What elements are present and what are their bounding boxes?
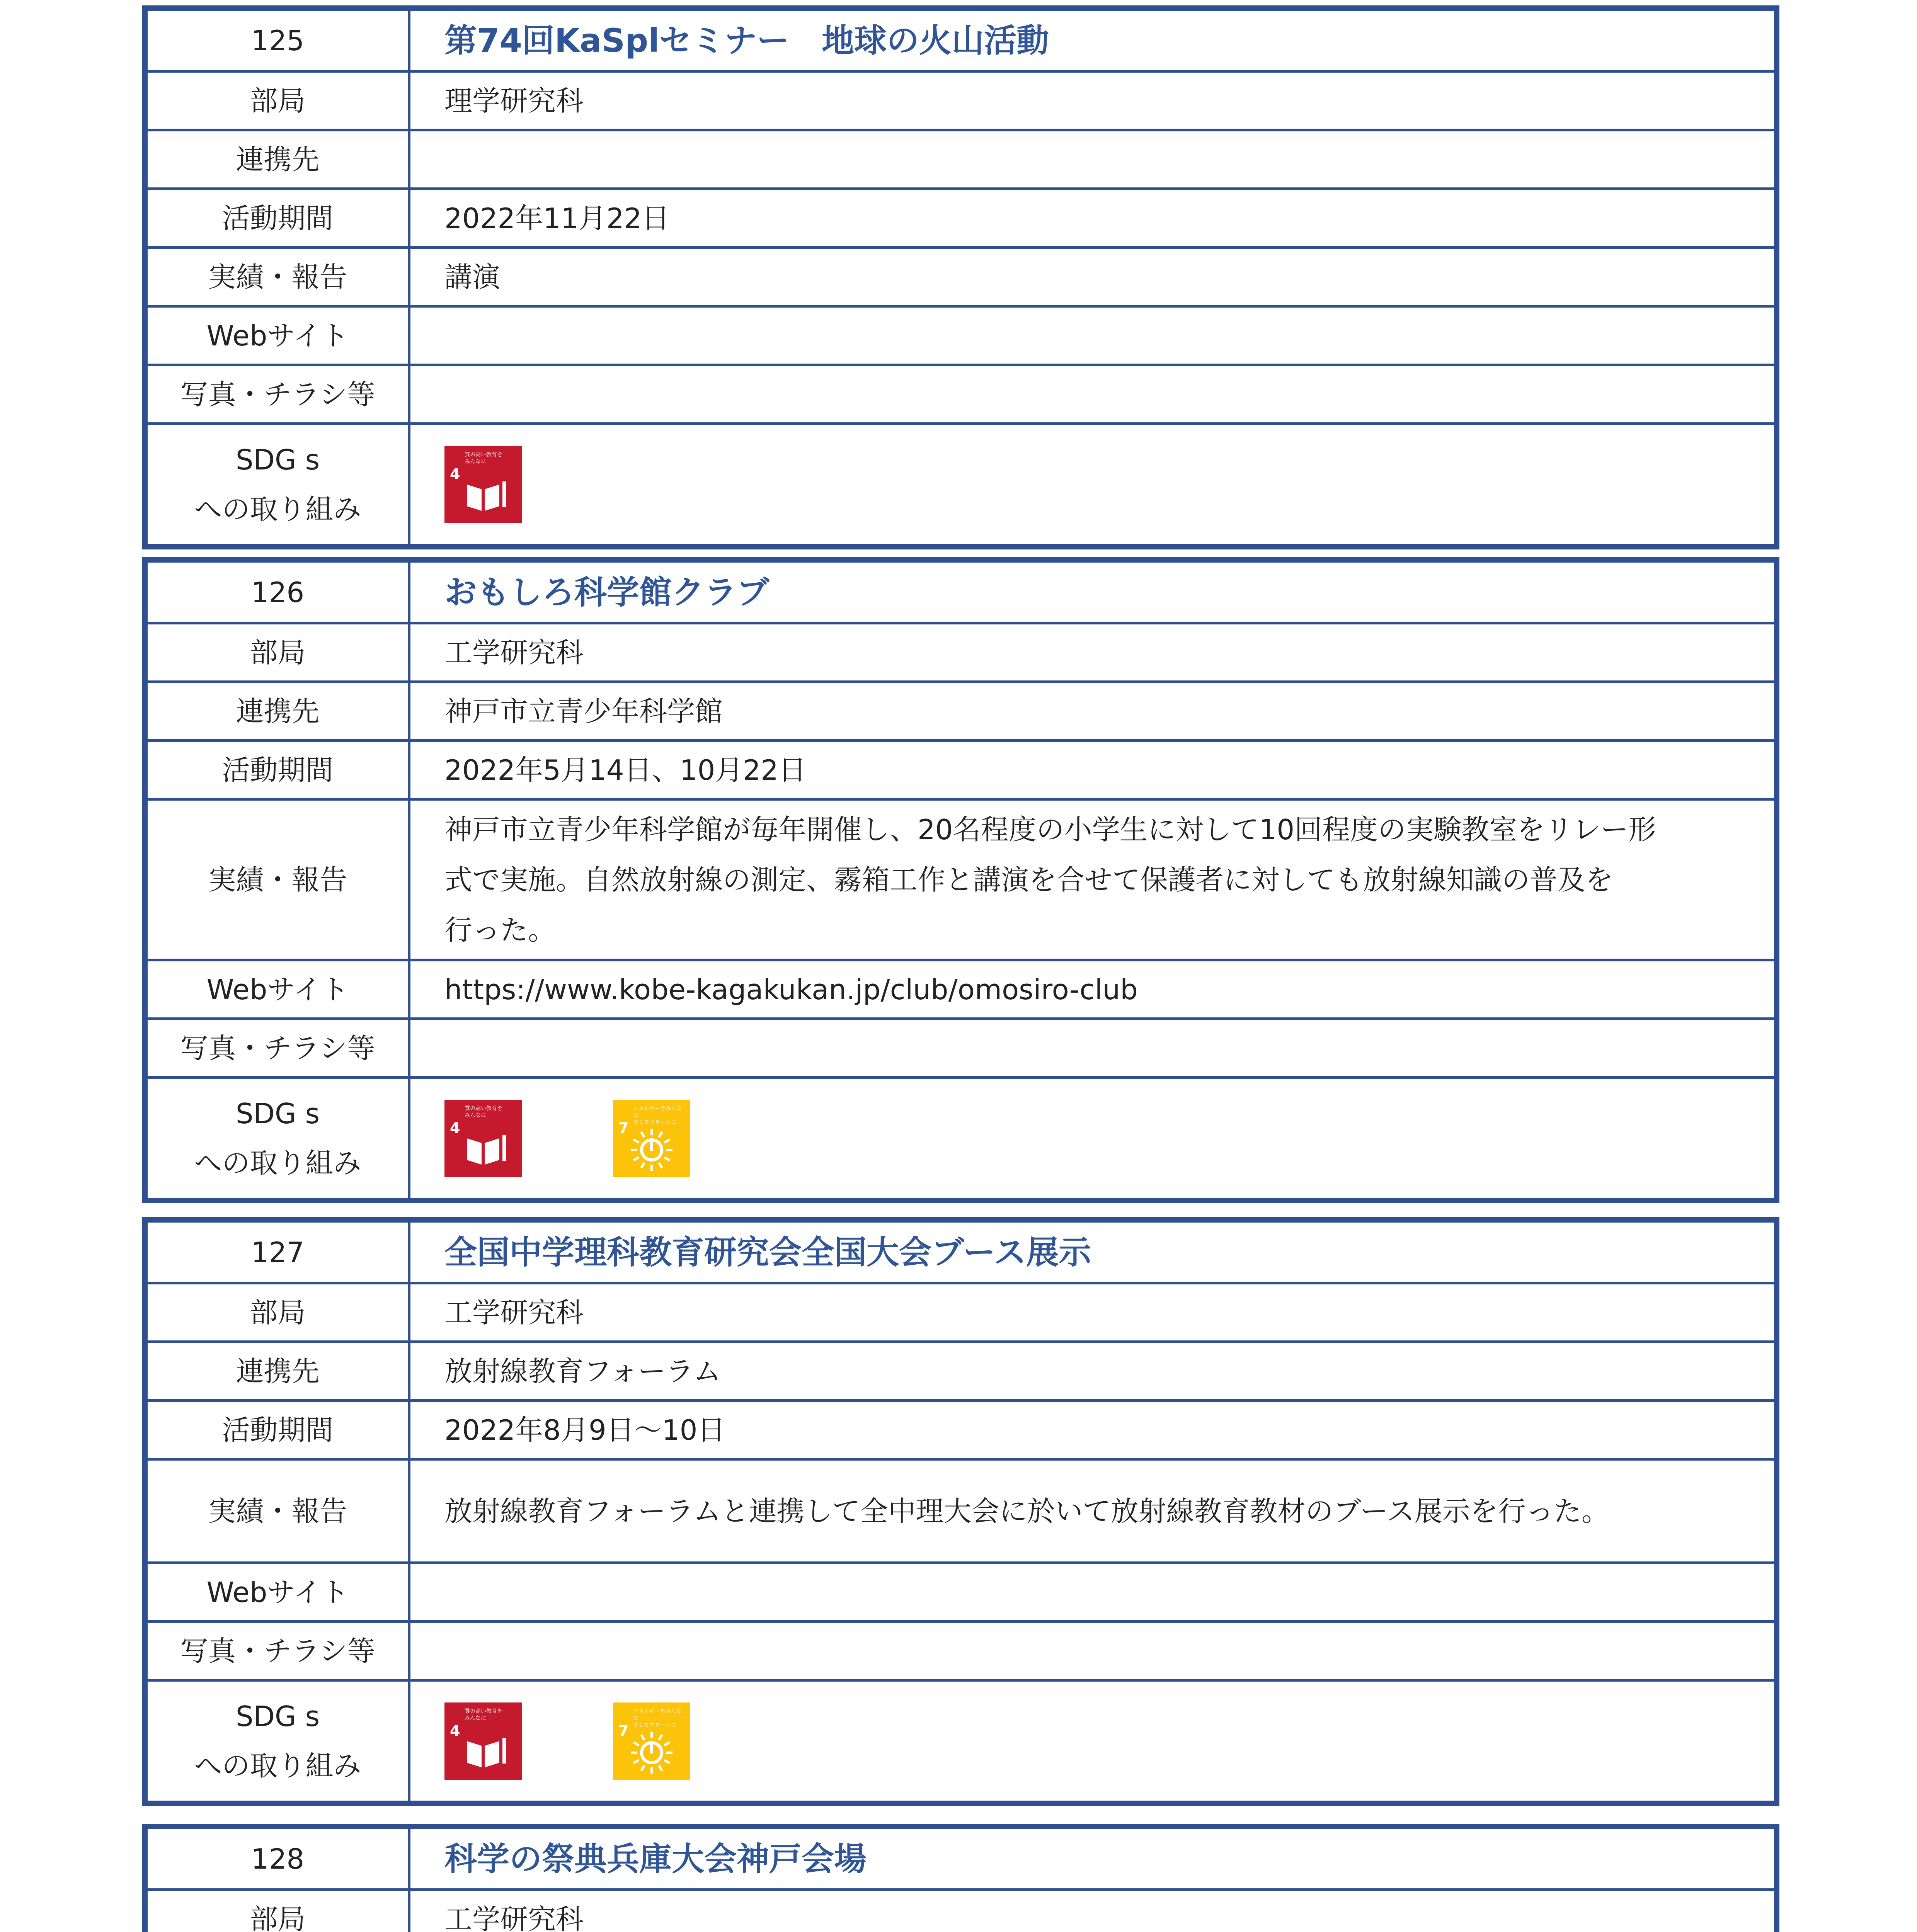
label-department: 部局 xyxy=(148,1284,410,1340)
sdg-icon-list xyxy=(444,446,522,523)
label-sdgs-line1: SDG s xyxy=(235,1700,320,1733)
record-number: 125 xyxy=(148,11,410,70)
table-row xyxy=(148,1829,1774,1891)
label-photos: 写真・チラシ等 xyxy=(148,1623,410,1679)
record-title: おもしろ科学館クラブ xyxy=(444,573,770,611)
table-row xyxy=(148,801,1774,961)
record-number: 126 xyxy=(148,563,410,622)
table-row xyxy=(148,1020,1774,1079)
sdg-caption: 質の高い教育を みんなに xyxy=(465,1708,502,1721)
label-period: 活動期間 xyxy=(148,190,410,246)
report-value xyxy=(410,801,1774,959)
partner-value xyxy=(410,131,1774,187)
website-link xyxy=(410,308,1774,364)
sdgs-value xyxy=(410,425,1774,544)
label-photos: 写真・チラシ等 xyxy=(148,366,410,422)
label-report: 実績・報告 xyxy=(148,249,410,305)
label-sdgs-line2: への取り組み xyxy=(194,1750,361,1782)
label-sdgs xyxy=(148,1682,410,1801)
table-row xyxy=(148,961,1774,1020)
website-link[interactable]: https://www.kobe-kagakukan.jp/club/omosiro-club xyxy=(444,973,1138,1006)
record-number: 127 xyxy=(148,1223,410,1282)
label-report: 実績・報告 xyxy=(148,801,410,959)
photos-value xyxy=(410,1623,1774,1679)
period-value: 2022年8月9日～10日 xyxy=(444,1413,725,1446)
sdg-icon-list xyxy=(444,1702,690,1780)
label-department: 部局 xyxy=(148,624,410,680)
table-row xyxy=(148,1223,1774,1284)
table-row xyxy=(148,1682,1774,1801)
sdg-number: 4 xyxy=(450,1119,460,1136)
table-row xyxy=(148,73,1774,131)
table-row xyxy=(148,742,1774,801)
label-sdgs xyxy=(148,425,410,544)
partner-value: 放射線教育フォーラム xyxy=(444,1355,721,1388)
record-title: 第74回KaSplセミナー 地球の火山活動 xyxy=(444,21,1049,60)
label-sdgs-line1: SDG s xyxy=(235,1097,320,1130)
sdg-caption: 質の高い教育を みんなに xyxy=(465,1105,502,1119)
label-department: 部局 xyxy=(148,1891,410,1932)
sdg-caption: エネルギーをみんなに そしてクリーンに xyxy=(633,1708,682,1728)
table-row xyxy=(148,1343,1774,1402)
sdg-number: 7 xyxy=(618,1722,629,1739)
table-row xyxy=(148,249,1774,308)
activity-record xyxy=(142,1217,1779,1806)
sdg-caption: エネルギーをみんなに そしてクリーンに xyxy=(633,1105,682,1126)
label-report: 実績・報告 xyxy=(148,1461,410,1561)
period-value: 2022年5月14日、10月22日 xyxy=(444,753,806,786)
label-photos: 写真・チラシ等 xyxy=(148,1020,410,1076)
report-value xyxy=(410,1461,1774,1561)
department-value: 工学研究科 xyxy=(444,1903,584,1932)
report-line: 放射線教育フォーラムと連携して全中理大会に於いて放射線教育教材のブース展示を行った。 xyxy=(444,1495,1609,1527)
label-partner: 連携先 xyxy=(148,1343,410,1399)
table-row xyxy=(148,308,1774,366)
label-department: 部局 xyxy=(148,73,410,129)
table-row xyxy=(148,1891,1774,1932)
table-row xyxy=(148,11,1774,73)
label-period: 活動期間 xyxy=(148,742,410,798)
sdg-goal4-icon xyxy=(444,1702,522,1780)
table-row xyxy=(148,624,1774,683)
label-website: Webサイト xyxy=(148,308,410,364)
table-row xyxy=(148,1284,1774,1343)
label-period: 活動期間 xyxy=(148,1402,410,1458)
table-row xyxy=(148,1623,1774,1682)
photos-value xyxy=(410,1020,1774,1076)
table-row xyxy=(148,1461,1774,1564)
label-partner: 連携先 xyxy=(148,131,410,187)
activity-record xyxy=(142,5,1779,549)
sdg-goal4-icon xyxy=(444,1100,522,1177)
partner-value: 神戸市立青少年科学館 xyxy=(444,695,723,728)
table-row xyxy=(148,1564,1774,1623)
sdgs-value xyxy=(410,1682,1774,1801)
report-text xyxy=(444,252,500,302)
report-text xyxy=(444,804,1656,955)
table-row xyxy=(148,425,1774,544)
sdg-icon-list xyxy=(444,1100,690,1177)
record-title: 科学の祭典兵庫大会神戸会場 xyxy=(444,1840,867,1878)
table-row xyxy=(148,1079,1774,1198)
report-line: 式で実施。自然放射線の測定、霧箱工作と講演を合せて保護者に対しても放射線知識の普及を xyxy=(444,863,1614,896)
table-row xyxy=(148,366,1774,425)
department-value: 工学研究科 xyxy=(444,1296,584,1329)
sdg-number: 4 xyxy=(450,1722,460,1739)
label-partner: 連携先 xyxy=(148,683,410,739)
website-link xyxy=(410,1564,1774,1620)
table-row xyxy=(148,683,1774,742)
label-sdgs-line1: SDG s xyxy=(235,444,320,476)
table-row xyxy=(148,131,1774,190)
photos-value xyxy=(410,366,1774,422)
department-value: 工学研究科 xyxy=(444,636,584,669)
sdg-number: 4 xyxy=(450,466,460,483)
label-sdgs xyxy=(148,1079,410,1198)
table-row xyxy=(148,1402,1774,1461)
label-website: Webサイト xyxy=(148,1564,410,1620)
department-value: 理学研究科 xyxy=(444,84,584,117)
label-website: Webサイト xyxy=(148,961,410,1017)
report-value xyxy=(410,249,1774,305)
activity-record xyxy=(142,1824,1779,1932)
sdg-caption: 質の高い教育を みんなに xyxy=(465,452,502,465)
table-row xyxy=(148,190,1774,249)
record-number: 128 xyxy=(148,1829,410,1888)
label-sdgs-line2: への取り組み xyxy=(194,493,361,526)
sdgs-value xyxy=(410,1079,1774,1198)
sdg-goal4-icon xyxy=(444,446,522,523)
report-text xyxy=(444,1486,1609,1536)
record-title: 全国中学理科教育研究会全国大会ブース展示 xyxy=(444,1233,1091,1271)
sdg-goal7-icon xyxy=(613,1100,690,1177)
report-line: 行った。 xyxy=(444,913,556,946)
report-line: 神戸市立青少年科学館が毎年開催し、20名程度の小学生に対して10回程度の実験教室をリレー形 xyxy=(444,813,1657,846)
label-sdgs-line2: への取り組み xyxy=(194,1147,361,1179)
sdg-goal7-icon xyxy=(613,1702,690,1780)
period-value: 2022年11月22日 xyxy=(444,202,670,235)
activity-record xyxy=(142,557,1779,1203)
report-line: 講演 xyxy=(444,260,501,293)
sdg-number: 7 xyxy=(618,1119,629,1136)
table-row xyxy=(148,563,1774,624)
